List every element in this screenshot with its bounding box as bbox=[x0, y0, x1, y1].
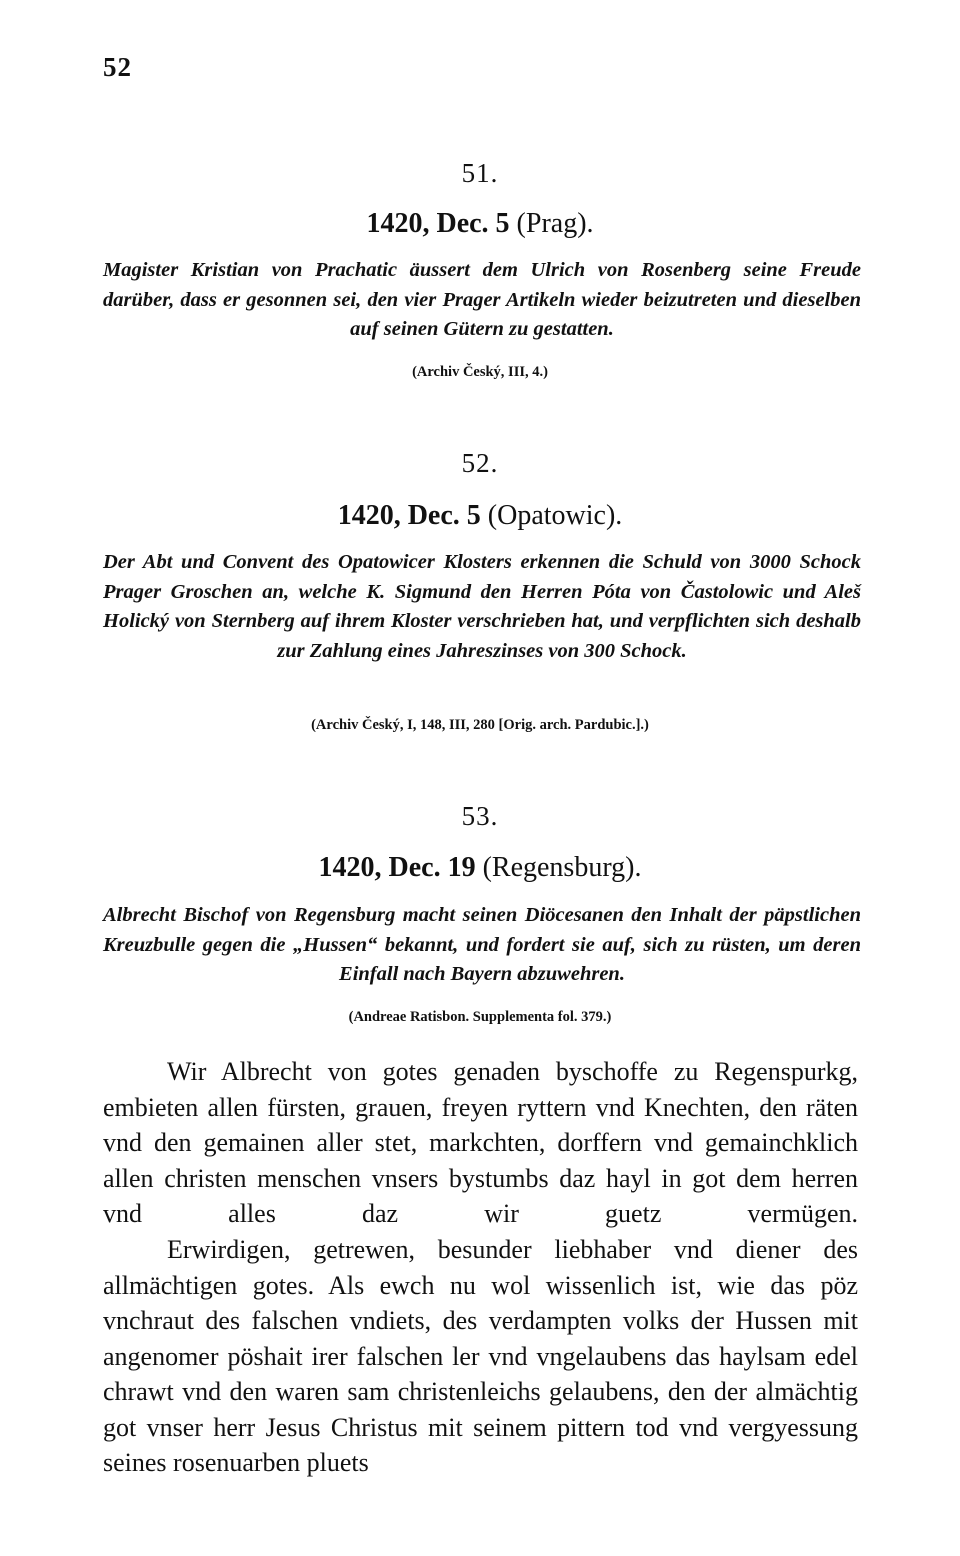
entry-source: (Archiv Český, III, 4.) bbox=[412, 364, 548, 380]
entry-source: (Andreae Ratisbon. Supplementa fol. 379.) bbox=[348, 1009, 612, 1025]
entry-summary: Der Abt und Convent des Opatowicer Klosters erkennen die Schuld von 3000 Schock Prager Groschen an, welche K. Sigmund den Herren Póta von Častolowic und Aleš Holický von Sternberg auf ihrem Kloster verschrieben hat, und verpflichten sich deshalb zur Zahlung eines Jahreszinses von 300 Schock. bbox=[103, 551, 861, 662]
entry-summary: Albrecht Bischof von Regensburg macht seinen Diöcesanen den Inhalt der päpstlichen Kreuzbulle gegen die „Hussen“ bekannt, und fordert sie auf, sich zu rüsten, um deren Einfall nach Bayern abzuwehren. bbox=[103, 904, 861, 985]
entry-date-value: 1420, Dec. 5 bbox=[366, 208, 510, 239]
body-paragraph: Erwirdigen, getrewen, besunder liebhaber vnd diener des allmächtigen gotes. Als ewch nu wol wissenlich ist, wie das pöz vnchraut des falschen vndiets, des verdampten volks der Hussen mit angenomer pöshait irer falschen ler vnd vngelaubens das haylsam edel chrawt vnd den waren sam christenleichs gelaubens, den der almächtig got vnser herr Jesus Christus mit seinem pittern tod vnd vergyessung seines rosenuarben pluets bbox=[103, 1235, 858, 1477]
entry-date bbox=[0, 208, 960, 240]
entry-source: (Archiv Český, I, 148, III, 280 [Orig. arch. Pardubic.].) bbox=[311, 717, 649, 733]
entry-place: (Regensburg). bbox=[482, 852, 642, 883]
entry-date-value: 1420, Dec. 5 bbox=[337, 500, 481, 531]
body-paragraph: Wir Albrecht von gotes genaden byschoffe zu Regenspurkg, embieten allen fürsten, grauen, freyen ryttern vnd Knechten, den räten vnd den gemainen aller stet, markchten, dorffern vnd gemainchklich allen christen menschen vnsers bystumbs daz hayl in got dem herren vnd alles daz wir guetz vermügen. bbox=[103, 1057, 858, 1228]
entry-date bbox=[0, 500, 960, 532]
entry-number: 52. bbox=[461, 448, 499, 478]
page-number: 52 bbox=[103, 52, 132, 82]
entry-date-value: 1420, Dec. 19 bbox=[318, 852, 476, 883]
entry-number: 53. bbox=[461, 801, 499, 831]
entry-number: 51. bbox=[461, 158, 499, 188]
entry-place: (Prag). bbox=[516, 208, 594, 239]
entry-date bbox=[0, 852, 960, 884]
entry-place: (Opatowic). bbox=[487, 500, 623, 531]
entry-summary: Magister Kristian von Prachatic äussert dem Ulrich von Rosenberg seine Freude darüber, dass er gesonnen sei, den vier Prager Artikeln wieder beizutreten und dieselben auf seinen Gütern zu gestatten. bbox=[103, 259, 861, 340]
